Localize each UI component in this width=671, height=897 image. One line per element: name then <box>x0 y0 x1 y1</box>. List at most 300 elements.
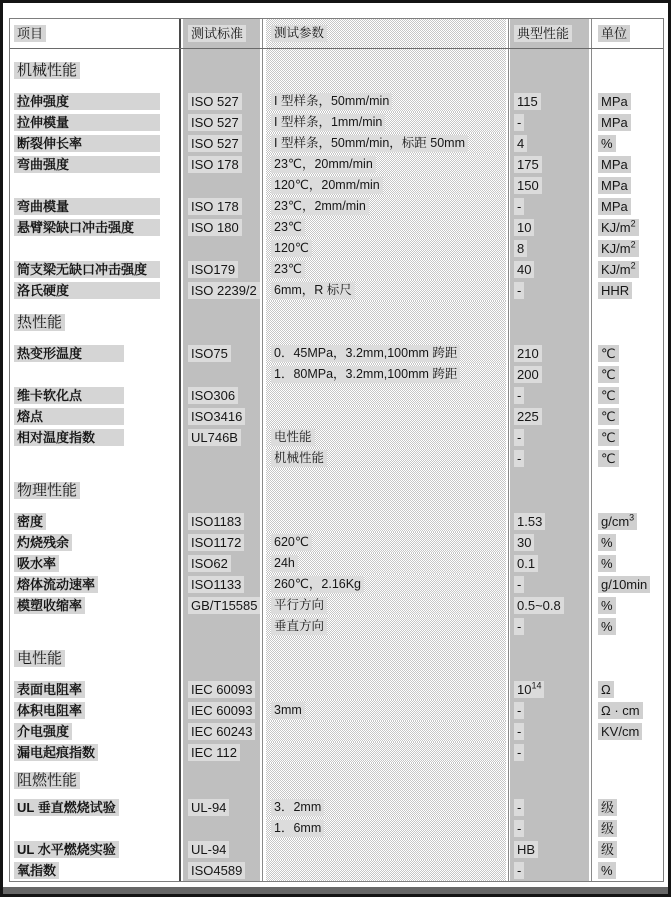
table-row <box>10 553 663 574</box>
column-divider <box>589 427 594 448</box>
unit-cell <box>594 839 661 860</box>
table-row <box>10 364 663 385</box>
column-divider <box>260 280 266 301</box>
test-standard: UL-94 <box>188 799 229 816</box>
value-cell <box>510 553 589 574</box>
property-name: 漏电起痕指数 <box>14 744 98 761</box>
value-cell <box>510 280 589 301</box>
property-cell <box>10 427 178 448</box>
column-divider <box>178 818 183 839</box>
column-divider <box>589 448 594 469</box>
property-cell <box>10 112 178 133</box>
column-divider <box>506 742 510 763</box>
unit: MPa <box>598 198 631 215</box>
value-cell <box>510 217 589 238</box>
unit: ℃ <box>598 345 619 362</box>
section-title: 热性能 <box>14 314 65 331</box>
column-divider <box>178 574 183 595</box>
table-row <box>10 343 663 364</box>
value-cell <box>510 763 589 797</box>
column-divider <box>506 553 510 574</box>
unit: MPa <box>598 177 631 194</box>
column-divider <box>506 721 510 742</box>
column-divider <box>260 259 266 280</box>
column-divider <box>589 112 594 133</box>
column-divider <box>178 49 183 91</box>
property-name: 熔体流动速率 <box>14 576 98 593</box>
column-divider <box>178 301 183 343</box>
test-parameter: 6mm，R 标尺 <box>271 282 355 299</box>
column-divider <box>589 553 594 574</box>
column-divider <box>178 839 183 860</box>
test-standard: ISO 527 <box>188 135 242 152</box>
table-row <box>10 818 663 839</box>
column-divider <box>589 574 594 595</box>
test-parameter: 23℃ <box>271 219 305 236</box>
column-divider <box>589 595 594 616</box>
standard-cell <box>183 742 260 763</box>
property-cell <box>10 154 178 175</box>
column-divider <box>178 742 183 763</box>
unit: ℃ <box>598 408 619 425</box>
column-divider <box>260 448 266 469</box>
unit-cell <box>594 532 661 553</box>
unit: % <box>598 597 616 614</box>
property-name: 吸水率 <box>14 555 59 572</box>
column-divider <box>506 532 510 553</box>
section-row <box>10 637 663 679</box>
value-cell <box>510 595 589 616</box>
standard-cell <box>183 595 260 616</box>
property-name: 表面电阻率 <box>14 681 85 698</box>
parameter-cell <box>266 196 506 217</box>
column-divider <box>178 91 183 112</box>
column-divider <box>260 574 266 595</box>
parameter-cell <box>266 385 506 406</box>
test-parameter: 23℃ <box>271 261 305 278</box>
standard-cell <box>183 175 260 196</box>
unit-cell <box>594 364 661 385</box>
typical-value: 200 <box>514 366 542 383</box>
column-divider <box>178 532 183 553</box>
column-divider <box>178 280 183 301</box>
column-divider <box>589 196 594 217</box>
column-divider <box>178 553 183 574</box>
property-cell <box>10 343 178 364</box>
column-divider <box>260 532 266 553</box>
column-divider <box>506 595 510 616</box>
unit-cell <box>594 154 661 175</box>
standard-cell <box>183 616 260 637</box>
column-divider <box>589 763 594 797</box>
test-parameter: I 型样条，50mm/min，标距 50mm <box>271 135 468 152</box>
column-divider <box>589 343 594 364</box>
test-standard: ISO 527 <box>188 114 242 131</box>
value-cell <box>510 574 589 595</box>
table-row <box>10 91 663 112</box>
test-parameter: 3mm <box>271 702 305 719</box>
test-standard: ISO 527 <box>188 93 242 110</box>
table-row <box>10 797 663 818</box>
standard-cell <box>183 763 260 797</box>
column-divider <box>178 637 183 679</box>
column-divider <box>178 721 183 742</box>
property-cell <box>10 721 178 742</box>
property-cell <box>10 679 178 700</box>
column-divider <box>506 91 510 112</box>
column-divider <box>506 469 510 511</box>
typical-value: 30 <box>514 534 534 551</box>
test-standard: UL746B <box>188 429 241 446</box>
typical-value: 225 <box>514 408 542 425</box>
test-standard: ISO179 <box>188 261 238 278</box>
value-cell <box>510 427 589 448</box>
table-row <box>10 616 663 637</box>
table-row <box>10 532 663 553</box>
column-divider <box>589 637 594 679</box>
table-row <box>10 511 663 532</box>
property-name: 弯曲强度 <box>14 156 160 173</box>
header-item: 项目 <box>14 25 46 42</box>
test-parameter: 260℃，2.16Kg <box>271 576 364 593</box>
column-divider <box>506 385 510 406</box>
column-divider <box>506 364 510 385</box>
parameter-cell <box>266 280 506 301</box>
unit: ℃ <box>598 450 619 467</box>
property-name: 洛氏硬度 <box>14 282 160 299</box>
value-cell <box>510 49 589 91</box>
column-divider <box>260 469 266 511</box>
parameter-cell <box>266 406 506 427</box>
typical-value: 4 <box>514 135 527 152</box>
column-divider <box>506 238 510 259</box>
test-standard: ISO 178 <box>188 198 242 215</box>
standard-cell <box>183 238 260 259</box>
parameter-cell <box>266 721 506 742</box>
section-title: 电性能 <box>14 650 65 667</box>
unit-cell <box>594 133 661 154</box>
column-divider <box>506 154 510 175</box>
unit-cell <box>594 91 661 112</box>
typical-value: - <box>514 450 524 467</box>
property-name: 灼烧残余 <box>14 534 72 551</box>
property-cell <box>10 91 178 112</box>
parameter-cell <box>266 217 506 238</box>
value-cell <box>510 818 589 839</box>
value-cell <box>510 385 589 406</box>
standard-cell <box>183 448 260 469</box>
unit-cell <box>594 343 661 364</box>
column-divider <box>506 700 510 721</box>
test-standard: ISO 2239/2 <box>188 282 260 299</box>
column-divider <box>506 49 510 91</box>
column-divider <box>260 238 266 259</box>
test-standard: ISO1172 <box>188 534 244 551</box>
table-row <box>10 238 663 259</box>
parameter-cell <box>266 259 506 280</box>
standard-cell <box>183 532 260 553</box>
column-divider <box>260 49 266 91</box>
column-divider <box>178 343 183 364</box>
parameter-cell <box>266 364 506 385</box>
property-name: 悬臂梁缺口冲击强度 <box>14 219 160 236</box>
column-divider <box>506 448 510 469</box>
typical-value: 150 <box>514 177 542 194</box>
unit-cell <box>594 797 661 818</box>
test-parameter: 电性能 <box>271 429 315 446</box>
property-name: 氧指数 <box>14 862 59 879</box>
test-standard: ISO306 <box>188 387 238 404</box>
typical-value: 8 <box>514 240 527 257</box>
property-cell <box>10 238 178 259</box>
section-title: 机械性能 <box>14 62 80 79</box>
unit: $KJ/m^2$ <box>598 240 639 257</box>
column-divider <box>589 175 594 196</box>
column-divider <box>260 742 266 763</box>
standard-cell <box>183 364 260 385</box>
standard-cell <box>183 797 260 818</box>
section-row <box>10 469 663 511</box>
column-divider <box>178 406 183 427</box>
standard-cell <box>183 818 260 839</box>
column-divider <box>260 406 266 427</box>
column-divider <box>506 860 510 881</box>
typical-value: - <box>514 114 524 131</box>
property-name: 断裂伸长率 <box>14 135 160 152</box>
unit-cell <box>594 217 661 238</box>
column-divider <box>589 469 594 511</box>
column-divider <box>178 385 183 406</box>
unit-cell <box>594 616 661 637</box>
standard-cell <box>183 511 260 532</box>
column-divider <box>506 406 510 427</box>
property-cell <box>10 217 178 238</box>
property-name: UL 水平燃烧实验 <box>14 841 119 858</box>
unit-cell <box>594 238 661 259</box>
unit: 级 <box>598 841 617 858</box>
parameter-cell <box>266 154 506 175</box>
unit-cell <box>594 280 661 301</box>
unit: g/10min <box>598 576 650 593</box>
column-divider <box>589 406 594 427</box>
test-parameter: 垂直方向 <box>271 618 327 635</box>
value-cell <box>510 301 589 343</box>
unit-cell <box>594 700 661 721</box>
typical-value: - <box>514 576 524 593</box>
test-standard: IEC 60243 <box>188 723 255 740</box>
value-cell <box>510 721 589 742</box>
column-divider <box>178 427 183 448</box>
column-divider <box>178 133 183 154</box>
test-standard: ISO 178 <box>188 156 242 173</box>
test-standard: GB/T15585 <box>188 597 260 614</box>
test-parameter: 0．45MPa，3.2mm,100mm 跨距 <box>271 345 460 362</box>
test-parameter: 23℃，2mm/min <box>271 198 369 215</box>
column-divider <box>178 616 183 637</box>
property-cell <box>10 406 178 427</box>
property-table <box>9 18 664 882</box>
section-row <box>10 301 663 343</box>
column-divider <box>260 19 266 48</box>
property-cell <box>10 860 178 881</box>
table-row <box>10 259 663 280</box>
column-divider <box>260 175 266 196</box>
column-divider <box>589 364 594 385</box>
standard-cell <box>183 700 260 721</box>
value-cell <box>510 700 589 721</box>
test-parameter: 1．80MPa，3.2mm,100mm 跨距 <box>271 366 460 383</box>
typical-value: 1.53 <box>514 513 545 530</box>
column-divider <box>506 301 510 343</box>
property-name: 体积电阻率 <box>14 702 85 719</box>
section-title: 物理性能 <box>14 482 80 499</box>
test-parameter: 24h <box>271 555 298 572</box>
property-cell <box>10 700 178 721</box>
test-standard: IEC 60093 <box>188 681 255 698</box>
column-divider <box>260 217 266 238</box>
test-standard: ISO 180 <box>188 219 242 236</box>
unit-cell <box>594 406 661 427</box>
unit: MPa <box>598 156 631 173</box>
typical-value: - <box>514 282 524 299</box>
column-divider <box>260 763 266 797</box>
typical-value: - <box>514 429 524 446</box>
typical-value: - <box>514 744 524 761</box>
column-divider <box>178 238 183 259</box>
typical-value: - <box>514 820 524 837</box>
value-cell <box>510 511 589 532</box>
property-name: 筒支梁无缺口冲击强度 <box>14 261 160 278</box>
unit: MPa <box>598 114 631 131</box>
standard-cell <box>183 301 260 343</box>
standard-cell <box>183 839 260 860</box>
typical-value: - <box>514 198 524 215</box>
value-cell <box>510 742 589 763</box>
unit-cell <box>594 427 661 448</box>
unit: % <box>598 555 616 572</box>
column-divider <box>589 818 594 839</box>
section-row <box>10 763 663 797</box>
unit-cell <box>594 49 661 91</box>
header-unit-cell <box>594 19 661 48</box>
column-divider <box>589 133 594 154</box>
unit: ℃ <box>598 366 619 383</box>
parameter-cell <box>266 860 506 881</box>
parameter-cell <box>266 553 506 574</box>
typical-value: - <box>514 618 524 635</box>
property-cell <box>10 511 178 532</box>
column-divider <box>589 238 594 259</box>
column-divider <box>178 595 183 616</box>
unit: 级 <box>598 799 617 816</box>
property-cell <box>10 469 178 511</box>
property-name: 模塑收缩率 <box>14 597 85 614</box>
column-divider <box>506 797 510 818</box>
standard-cell <box>183 469 260 511</box>
table-row <box>10 385 663 406</box>
table-row <box>10 574 663 595</box>
property-cell <box>10 818 178 839</box>
property-cell <box>10 448 178 469</box>
typical-value: - <box>514 799 524 816</box>
column-divider <box>260 700 266 721</box>
column-divider <box>260 112 266 133</box>
unit: HHR <box>598 282 632 299</box>
standard-cell <box>183 217 260 238</box>
property-name: 拉伸强度 <box>14 93 160 110</box>
column-divider <box>589 839 594 860</box>
unit-cell <box>594 448 661 469</box>
standard-cell <box>183 154 260 175</box>
parameter-cell <box>266 343 506 364</box>
unit: % <box>598 135 616 152</box>
typical-value: 115 <box>514 93 541 110</box>
parameter-cell <box>266 238 506 259</box>
standard-cell <box>183 91 260 112</box>
typical-value: HB <box>514 841 538 858</box>
column-divider <box>506 818 510 839</box>
column-divider <box>260 637 266 679</box>
table-row <box>10 700 663 721</box>
column-divider <box>260 133 266 154</box>
property-cell <box>10 259 178 280</box>
property-name: 熔点 <box>14 408 124 425</box>
property-name: 热变形温度 <box>14 345 124 362</box>
column-divider <box>178 364 183 385</box>
unit-cell <box>594 553 661 574</box>
property-cell <box>10 280 178 301</box>
unit-cell <box>594 721 661 742</box>
column-divider <box>589 259 594 280</box>
column-divider <box>260 818 266 839</box>
property-cell <box>10 763 178 797</box>
unit-cell <box>594 860 661 881</box>
unit: % <box>598 534 616 551</box>
unit-cell <box>594 595 661 616</box>
column-divider <box>260 721 266 742</box>
column-divider <box>178 112 183 133</box>
value-cell <box>510 679 589 700</box>
unit-cell <box>594 175 661 196</box>
standard-cell <box>183 721 260 742</box>
test-standard: ISO1133 <box>188 576 244 593</box>
header-standard: 测试标准 <box>188 25 246 42</box>
typical-value: 0.5~0.8 <box>514 597 564 614</box>
property-name: 密度 <box>14 513 46 530</box>
value-cell <box>510 259 589 280</box>
parameter-cell <box>266 797 506 818</box>
column-divider <box>589 217 594 238</box>
value-cell <box>510 860 589 881</box>
column-divider <box>260 91 266 112</box>
unit-cell <box>594 574 661 595</box>
property-cell <box>10 196 178 217</box>
unit-cell <box>594 679 661 700</box>
table-row <box>10 154 663 175</box>
test-parameter: 120℃ <box>271 240 312 257</box>
value-cell <box>510 364 589 385</box>
column-divider <box>506 637 510 679</box>
property-cell <box>10 616 178 637</box>
value-cell <box>510 637 589 679</box>
column-divider <box>589 280 594 301</box>
column-divider <box>506 427 510 448</box>
test-parameter: 23℃，20mm/min <box>271 156 376 173</box>
table-row <box>10 427 663 448</box>
unit: % <box>598 862 616 879</box>
value-cell <box>510 154 589 175</box>
test-standard: ISO1183 <box>188 513 244 530</box>
